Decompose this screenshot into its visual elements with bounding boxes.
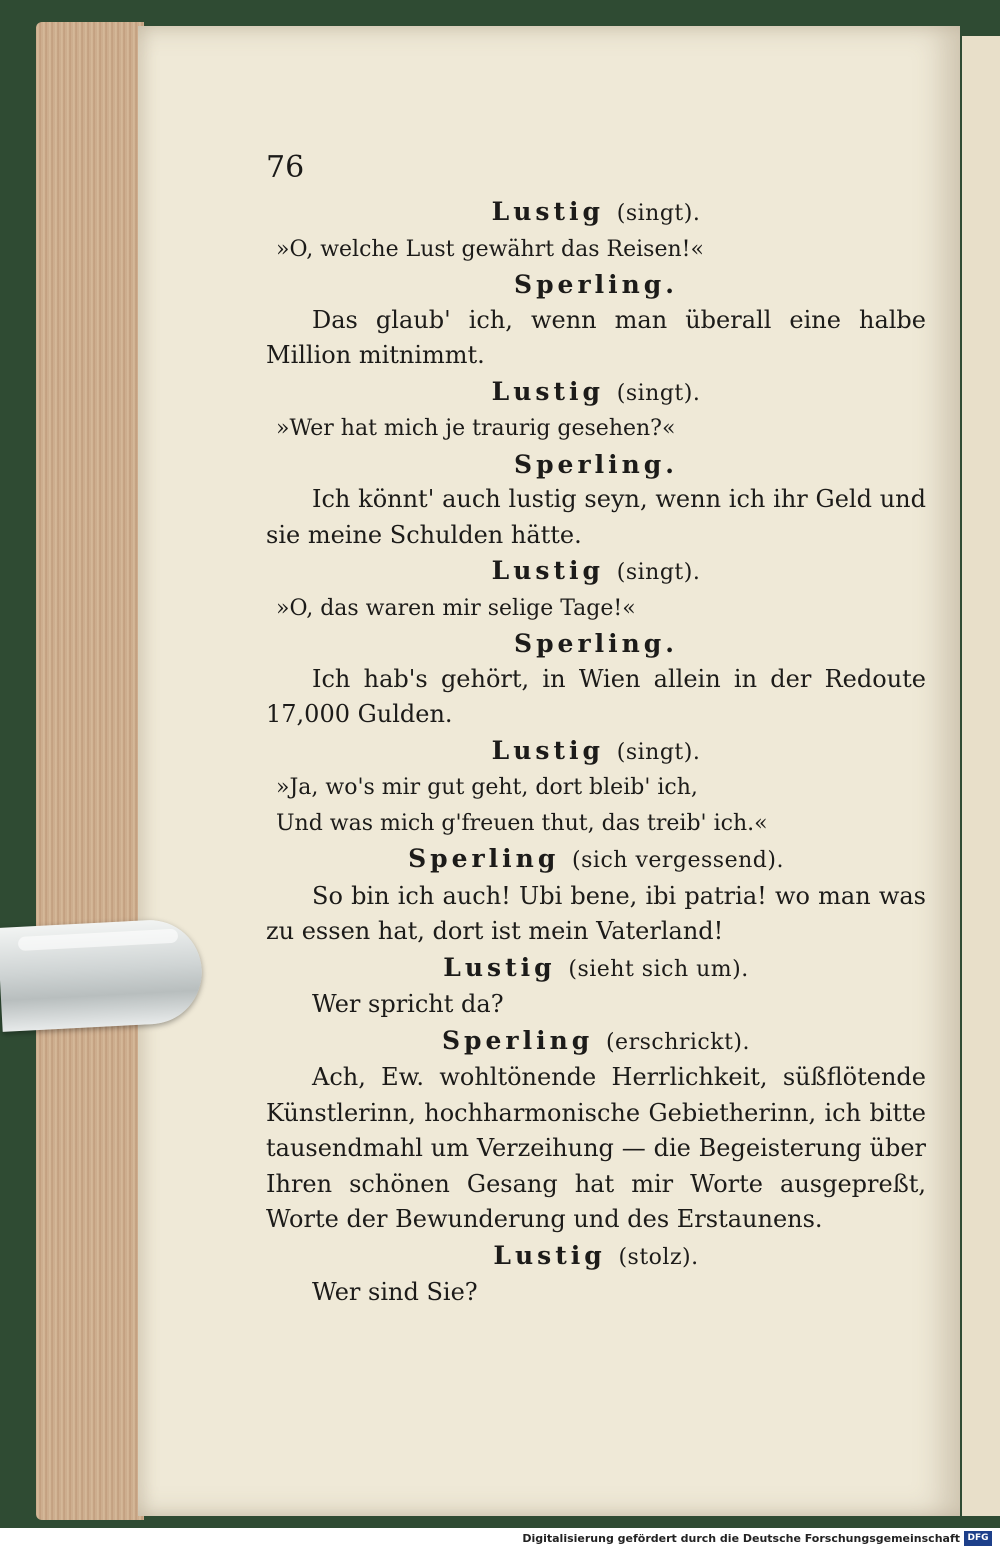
song-line: »Ja, wo's mir gut geht, dort bleib' ich,	[276, 775, 698, 800]
footer-credit: Digitalisierung gefördert durch die Deutsche Forschungsgemeinschaft	[522, 1532, 960, 1545]
stage-direction: (singt).	[616, 739, 701, 765]
speaker-heading	[266, 841, 926, 879]
speaker-name: Lustig	[443, 952, 556, 982]
dialogue-paragraph: So bin ich auch! Ubi bene, ibi patria! wo man was zu essen hat, dort ist mein Vaterland!	[266, 881, 926, 945]
dialogue-paragraph: Wer sind Sie?	[312, 1278, 478, 1306]
speaker-name: Lustig	[493, 1240, 606, 1270]
song-line: Und was mich g'freuen thut, das treib' ich.«	[276, 810, 768, 836]
speaker-name: Lustig	[491, 556, 605, 585]
speaker-heading	[266, 1023, 926, 1061]
speaker-name: Sperling	[408, 844, 560, 873]
stage-direction: (erschrickt).	[605, 1029, 750, 1055]
book-page	[138, 26, 960, 1516]
dialogue-paragraph: Ach, Ew. wohltönende Herrlichkeit, süßflötende Künstlerinn, hochharmonische Gebietherinn, ich bitte tausendmahl um Verzeihung — die Begeisterung über Ihren schönen Gesang hat mir Worte ausgepreßt, Worte der Bewunderung und des Erstaunens.	[266, 1063, 926, 1233]
stage-direction: (singt).	[616, 380, 701, 406]
dialogue-paragraph: Ich hab's gehört, in Wien allein in der Redoute 17,000 Gulden.	[266, 664, 926, 728]
speaker-name: Sperling.	[514, 629, 678, 658]
speaker-name: Lustig	[491, 376, 605, 406]
stage-direction: (singt).	[616, 201, 701, 226]
speaker-heading	[266, 626, 926, 662]
page-number: 76	[266, 150, 305, 185]
book-fore-edge	[36, 22, 144, 1520]
speaker-heading	[266, 447, 926, 483]
speaker-heading	[266, 553, 926, 591]
speaker-heading	[266, 950, 926, 988]
glass-weight	[0, 917, 204, 1031]
speaker-heading	[266, 194, 926, 232]
speaker-heading	[266, 267, 926, 303]
song-line: »O, das waren mir selige Tage!«	[276, 595, 636, 621]
dialogue-paragraph: Wer spricht da?	[312, 990, 504, 1018]
stage-direction: (singt).	[616, 560, 701, 585]
speaker-heading	[266, 374, 926, 412]
speaker-name: Lustig	[491, 197, 605, 226]
song-line: »O, welche Lust gewährt das Reisen!«	[276, 236, 704, 262]
speaker-heading	[266, 733, 926, 771]
speaker-heading	[266, 1238, 926, 1276]
dfg-logo: DFG	[964, 1531, 992, 1546]
stage-direction: (sieht sich um).	[568, 956, 749, 982]
speaker-name: Sperling.	[514, 270, 678, 299]
footer-bar	[0, 1528, 1000, 1551]
speaker-name: Lustig	[491, 735, 605, 765]
speaker-name: Sperling.	[514, 449, 678, 479]
speaker-name: Sperling	[441, 1025, 594, 1055]
song-line: »Wer hat mich je traurig gesehen?«	[276, 416, 676, 441]
stage-direction: (sich vergessend).	[572, 848, 784, 873]
dialogue-paragraph: Ich könnt' auch lustig seyn, wenn ich ihr Geld und sie meine Schulden hätte.	[266, 485, 926, 549]
dialogue-paragraph: Das glaub' ich, wenn man überall eine halbe Million mitnimmt.	[266, 305, 926, 369]
page-text	[266, 194, 926, 1311]
adjacent-page-edge	[962, 36, 1000, 1516]
stage-direction: (stolz).	[618, 1244, 699, 1270]
